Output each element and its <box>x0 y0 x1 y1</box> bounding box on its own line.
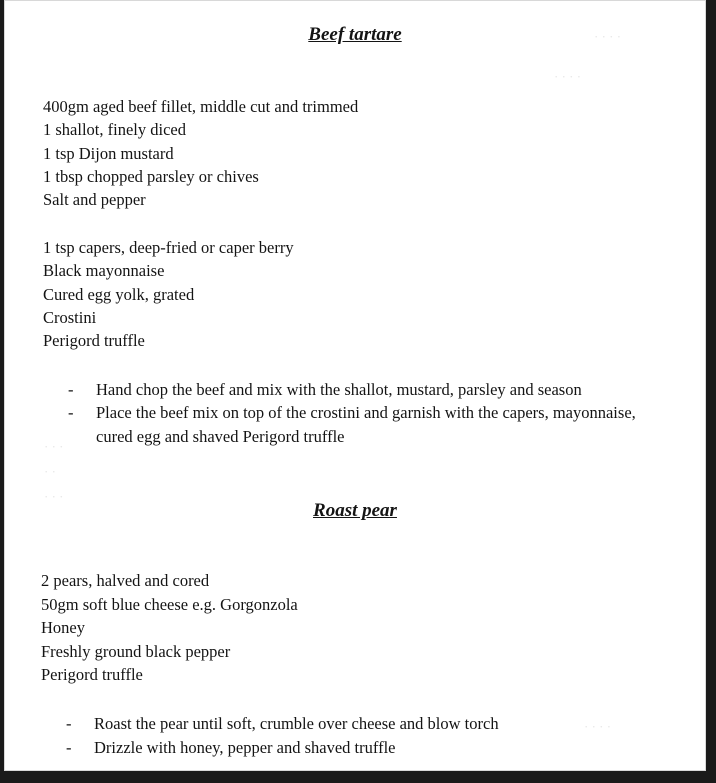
ingredient-line: Honey <box>41 618 85 637</box>
ingredient-line: 1 tsp Dijon mustard <box>43 144 174 163</box>
garnish-line: Perigord truffle <box>43 331 145 350</box>
ingredient-line: 1 shallot, finely diced <box>43 120 186 139</box>
method-step-continued: cured egg and shaved Perigord truffle <box>96 427 345 446</box>
garnish-line: 1 tsp capers, deep-fried or caper berry <box>43 238 294 257</box>
document-page <box>4 0 706 771</box>
recipe-document <box>4 0 706 771</box>
scan-bleed-mark: · · · <box>44 489 64 504</box>
garnish-line: Crostini <box>43 308 97 327</box>
scan-bleed-mark: · · · · <box>554 69 582 84</box>
scan-bleed-mark: · · · · <box>594 29 622 44</box>
recipe-title-roast-pear: Roast pear <box>313 500 397 521</box>
method-step: Place the beef mix on top of the crostini and garnish with the capers, mayonnaise, <box>96 403 636 422</box>
scan-bleed-mark: · · <box>44 464 56 479</box>
recipe-title-beef-tartare: Beef tartare <box>308 24 402 45</box>
ingredient-line: 400gm aged beef fillet, middle cut and trimmed <box>43 97 359 116</box>
ingredient-line: 2 pears, halved and cored <box>41 571 210 590</box>
ingredient-line: Perigord truffle <box>41 665 143 684</box>
ingredient-line: Salt and pepper <box>43 190 146 209</box>
method-step: Drizzle with honey, pepper and shaved truffle <box>94 738 396 757</box>
ingredient-line: Freshly ground black pepper <box>41 642 231 661</box>
step-bullet: - <box>68 380 74 399</box>
ingredient-line: 50gm soft blue cheese e.g. Gorgonzola <box>41 595 298 614</box>
garnish-line: Black mayonnaise <box>43 261 165 280</box>
scan-bleed-mark: · · · · <box>584 719 612 734</box>
step-bullet: - <box>66 714 72 733</box>
ingredient-line: 1 tbsp chopped parsley or chives <box>43 167 259 186</box>
method-step: Roast the pear until soft, crumble over cheese and blow torch <box>94 714 499 733</box>
garnish-line: Cured egg yolk, grated <box>43 285 195 304</box>
step-bullet: - <box>66 738 72 757</box>
step-bullet: - <box>68 403 74 422</box>
method-step: Hand chop the beef and mix with the shallot, mustard, parsley and season <box>96 380 582 399</box>
scan-bleed-mark: · · · <box>44 439 64 454</box>
